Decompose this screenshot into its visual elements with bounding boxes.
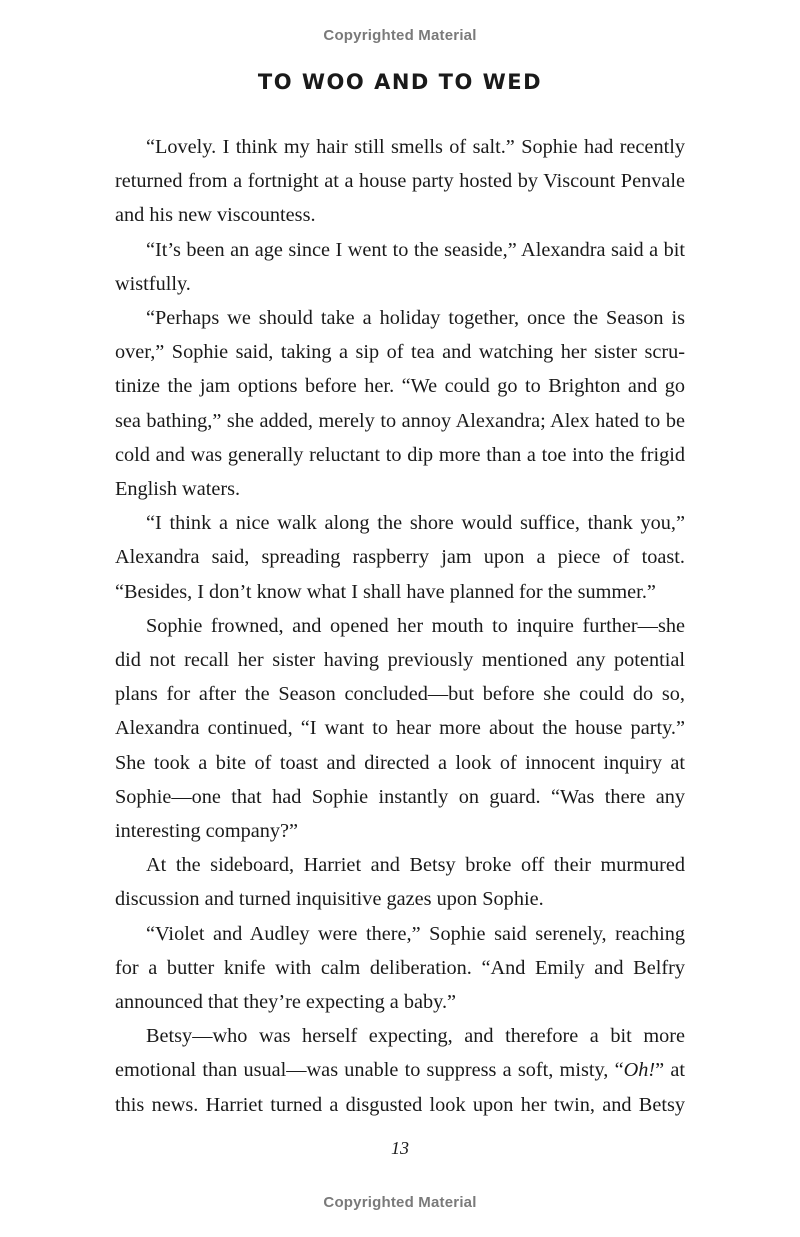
paragraph: “Violet and Audley were there,” Sophie said serenely, reaching for a butter knife with calm deliberation. “And Emily and Belfry announced that they’re expecting a baby.” xyxy=(115,922,685,1014)
body-text xyxy=(115,130,685,1122)
paragraph: Sophie frowned, and opened her mouth to inquire further—she did not recall her sister having previously mentioned any potential plans for after the Season concluded—but before she could do so, Alexandra continued, “I want to hear more about the house party.” She took a bite of toast and directed a look of innocent inquiry at Sophie—one that had Sophie instantly on guard. “Was there any interesting company?” xyxy=(115,614,685,843)
paragraph: “It’s been an age since I went to the seaside,” Alexandra said a bit wistfully. xyxy=(115,238,685,295)
paragraph: “Perhaps we should take a holiday together, once the Season is over,” Sophie said, taking a sip of tea and watching her sister scrutinize the jam options before her. “We could go to Brighton and go sea bathing,” she added, merely to annoy Alexandra; Alex hated to be cold and was generally reluctant to dip more than a toe into the frigid English waters. xyxy=(115,307,685,501)
paragraph: At the sideboard, Harriet and Betsy broke off their murmured discussion and turned inquisitive gazes upon Sophie. xyxy=(115,854,685,911)
paragraph: “Lovely. I think my hair still smells of salt.” Sophie had recently returned from a fortnight at a house party hosted by Viscount Penvale and his new viscountess. xyxy=(115,136,685,227)
copyright-watermark-bottom: Copyrighted Material xyxy=(323,1194,477,1211)
text-segment: ” at this news. Harriet turned a disgusted look upon her twin, and Betsy xyxy=(115,1059,685,1116)
copyright-watermark-top: Copyrighted Material xyxy=(323,27,477,44)
page-number: 13 xyxy=(391,1138,409,1158)
italic-exclamation: Oh! xyxy=(623,1059,656,1082)
paragraph: “I think a nice walk along the shore would suffice, thank you,” Alexandra said, spreading raspberry jam upon a piece of toast. “Besides, I don’t know what I shall have planned for the summer.” xyxy=(115,512,685,603)
running-head-title: TO WOO AND TO WED xyxy=(257,70,543,94)
text-segment: Betsy—who was herself expecting, and therefore a bit more emotional than usual—was unable to suppress a soft, misty, “ xyxy=(115,1025,685,1082)
paragraph-continued xyxy=(115,1019,685,1122)
